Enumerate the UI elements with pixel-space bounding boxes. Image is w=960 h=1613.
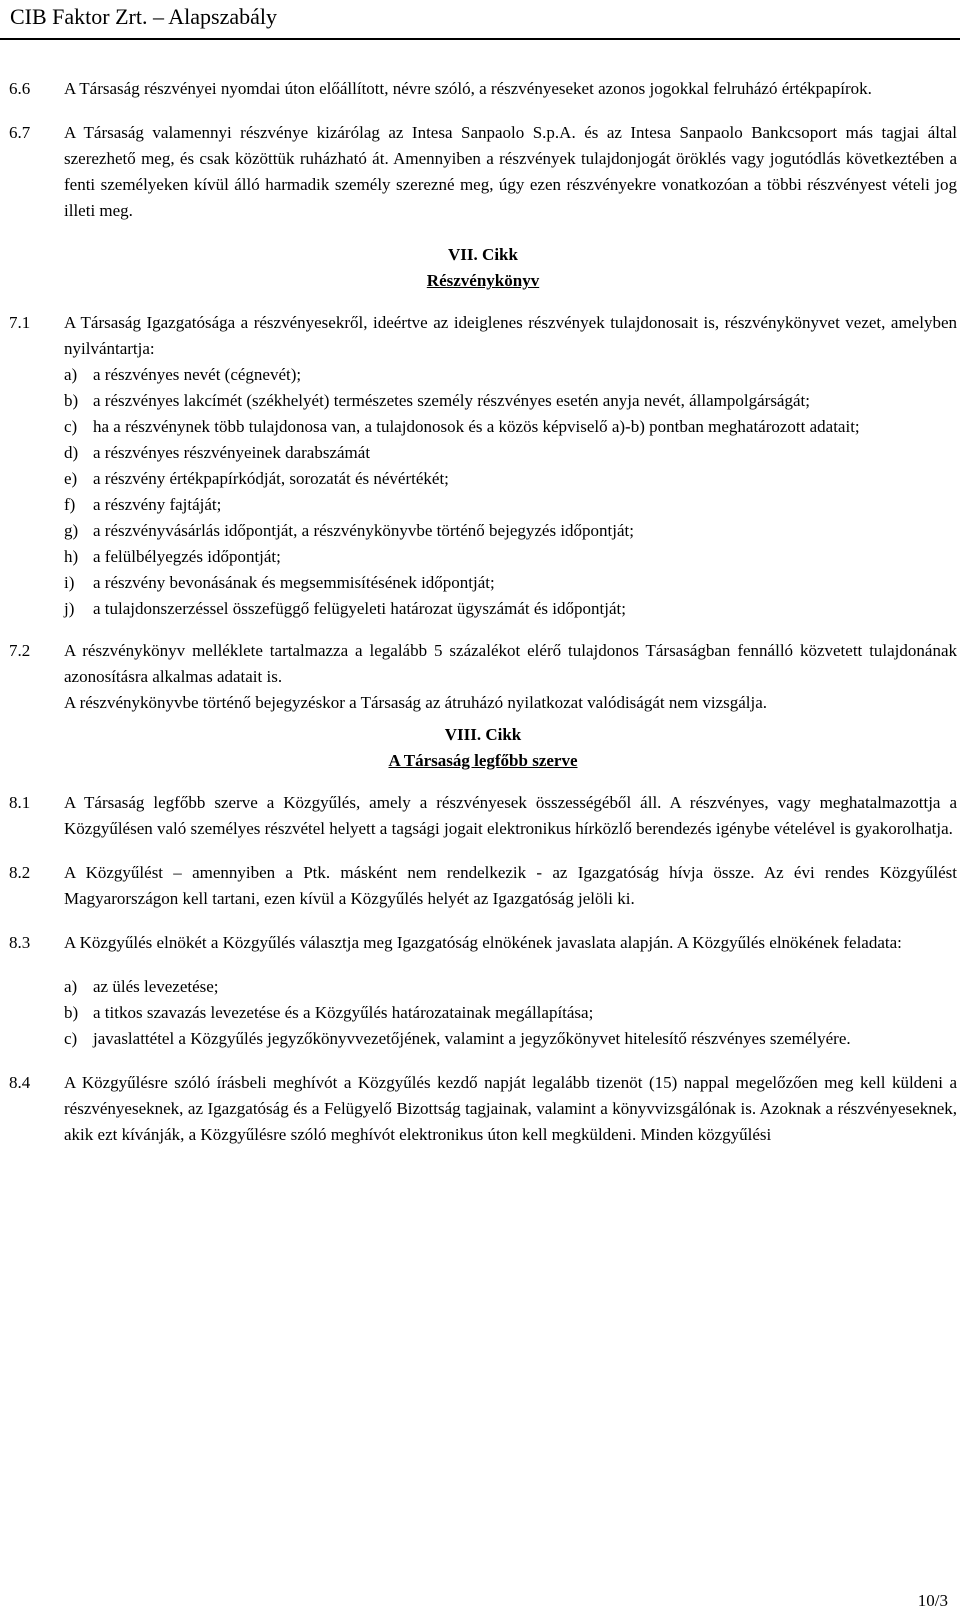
section-text: A Társaság Igazgatósága a részvényesekről, ideértve az ideiglenes részvények tulajdonosait is, részvénykönyvet vezet, amelyben nyilvántartja: (64, 313, 957, 358)
list-item: b) a titkos szavazás levezetése és a Közgyűlés határozatainak megállapítása; (64, 1003, 594, 1022)
section-number: 8.2 (9, 863, 31, 882)
article-title: VII. Cikk (448, 245, 518, 264)
record-list (64, 362, 957, 622)
article-8-heading (9, 722, 957, 774)
list-item: f) a részvény fajtáját; (64, 495, 222, 514)
section-6-6 (9, 76, 957, 102)
section-text: A Társaság részvényei nyomdai úton előállított, névre szóló, a részvényeseket azonos jogokkal felruházó értékpapírok. (64, 79, 872, 98)
article-title: VIII. Cikk (444, 725, 522, 744)
page-number: 10/3 (917, 1591, 948, 1610)
section-text: A Közgyűlésre szóló írásbeli meghívót a Közgyűlés kezdő napját legalább tizenöt (15) nappal megelőzően meg kell küldeni a részvényeseknek, az Igazgatóság és a Felügyelő Bizottság tagjainak, valamint a könyvvizsgálónak is. Azoknak a részvényeseknek, akik ezt kívánják, a Közgyűlésre szóló meghívót elektronikus úton kell megküldeni. Minden közgyűlési (64, 1073, 957, 1144)
section-number: 8.3 (9, 933, 31, 952)
section-number: 7.2 (9, 641, 31, 660)
section-number: 6.6 (9, 79, 31, 98)
duties-list (64, 974, 957, 1052)
article-subtitle: Részvénykönyv (426, 271, 540, 290)
list-item: a) a részvényes nevét (cégnevét); (64, 365, 302, 384)
list-item: a) az ülés levezetése; (64, 977, 219, 996)
section-8-1 (9, 790, 957, 842)
section-7-1 (9, 310, 957, 622)
list-item: j) a tulajdonszerzéssel összefüggő felügyeleti határozat ügyszámát és időpontját; (64, 599, 626, 618)
section-8-4 (9, 1070, 957, 1148)
list-item: c) javaslattétel a Közgyűlés jegyzőkönyvvezetőjének, valamint a jegyzőkönyvet hitelesítő részvényes személyére. (64, 1029, 851, 1048)
header-title: CIB Faktor Zrt. – Alapszabály (10, 4, 278, 29)
section-text: A részvénykönyvbe történő bejegyzéskor a Társaság az átruházó nyilatkozat valódiságát nem vizsgálja. (64, 693, 768, 712)
section-8-2 (9, 860, 957, 912)
section-6-7 (9, 120, 957, 224)
section-text: A Közgyűlés elnökét a Közgyűlés választja meg Igazgatóság elnökének javaslata alapján. A Közgyűlés elnökének feladata: (64, 933, 902, 952)
section-text: A Közgyűlést – amennyiben a Ptk. másként nem rendelkezik - az Igazgatóság hívja össze. Az évi rendes Közgyűlést Magyarországon kell tartani, ezen kívül a Közgyűlés helyét az Igazgatóság jelöli ki. (64, 863, 957, 908)
list-item: i) a részvény bevonásának és megsemmisítésének időpontját; (64, 573, 495, 592)
list-item: b) a részvényes lakcímét (székhelyét) természetes személy részvényes esetén anyja nevét, állampolgárságát; (64, 391, 810, 410)
section-number: 7.1 (9, 313, 31, 332)
section-number: 6.7 (9, 123, 31, 142)
list-item: e) a részvény értékpapírkódját, sorozatát és névértékét; (64, 469, 449, 488)
section-number: 8.1 (9, 793, 31, 812)
section-text: A Társaság valamennyi részvénye kizárólag az Intesa Sanpaolo S.p.A. és az Intesa Sanpaolo Bankcsoport más tagjai által szerezhető meg, és csak közöttük ruházható át. Amennyiben a részvények tulajdonjogát öröklés vagy jogutódlás következtében a fenti személyeken kívül álló harmadik személy szerezné meg, úgy ezen részvényekre vonatkozóan a többi részvényest vételi jog illeti meg. (64, 123, 957, 220)
section-text: A Társaság legfőbb szerve a Közgyűlés, amely a részvényesek összességéből áll. A részvényes, vagy meghatalmazottja a Közgyűlésen való személyes részvétel helyett a tagsági jogait elektronikus hírközlő berendezés igénybe vételével is gyakorolhatja. (64, 793, 957, 838)
section-number: 8.4 (9, 1073, 31, 1092)
header-divider (0, 38, 960, 40)
page-header (0, 0, 960, 48)
list-item: g) a részvényvásárlás időpontját, a részvénykönyvbe történő bejegyzés időpontját; (64, 521, 634, 540)
section-text: A részvénykönyv melléklete tartalmazza a legalább 5 százalékot elérő tulajdonos Társaságban fennálló közvetett tulajdonának azonosításra alkalmas adatait is. (64, 641, 957, 686)
list-item: h) a felülbélyegzés időpontját; (64, 547, 281, 566)
section-7-2 (9, 638, 957, 716)
list-item: c) ha a részvénynek több tulajdonosa van, a tulajdonosok és a közös képviselő a)-b) pontban meghatározott adatait; (64, 417, 860, 436)
section-8-3 (9, 930, 957, 1052)
list-item: d) a részvényes részvényeinek darabszámát (64, 443, 371, 462)
article-7-heading (9, 242, 957, 294)
document-body (9, 76, 957, 1148)
article-subtitle: A Társaság legfőbb szerve (388, 751, 578, 770)
